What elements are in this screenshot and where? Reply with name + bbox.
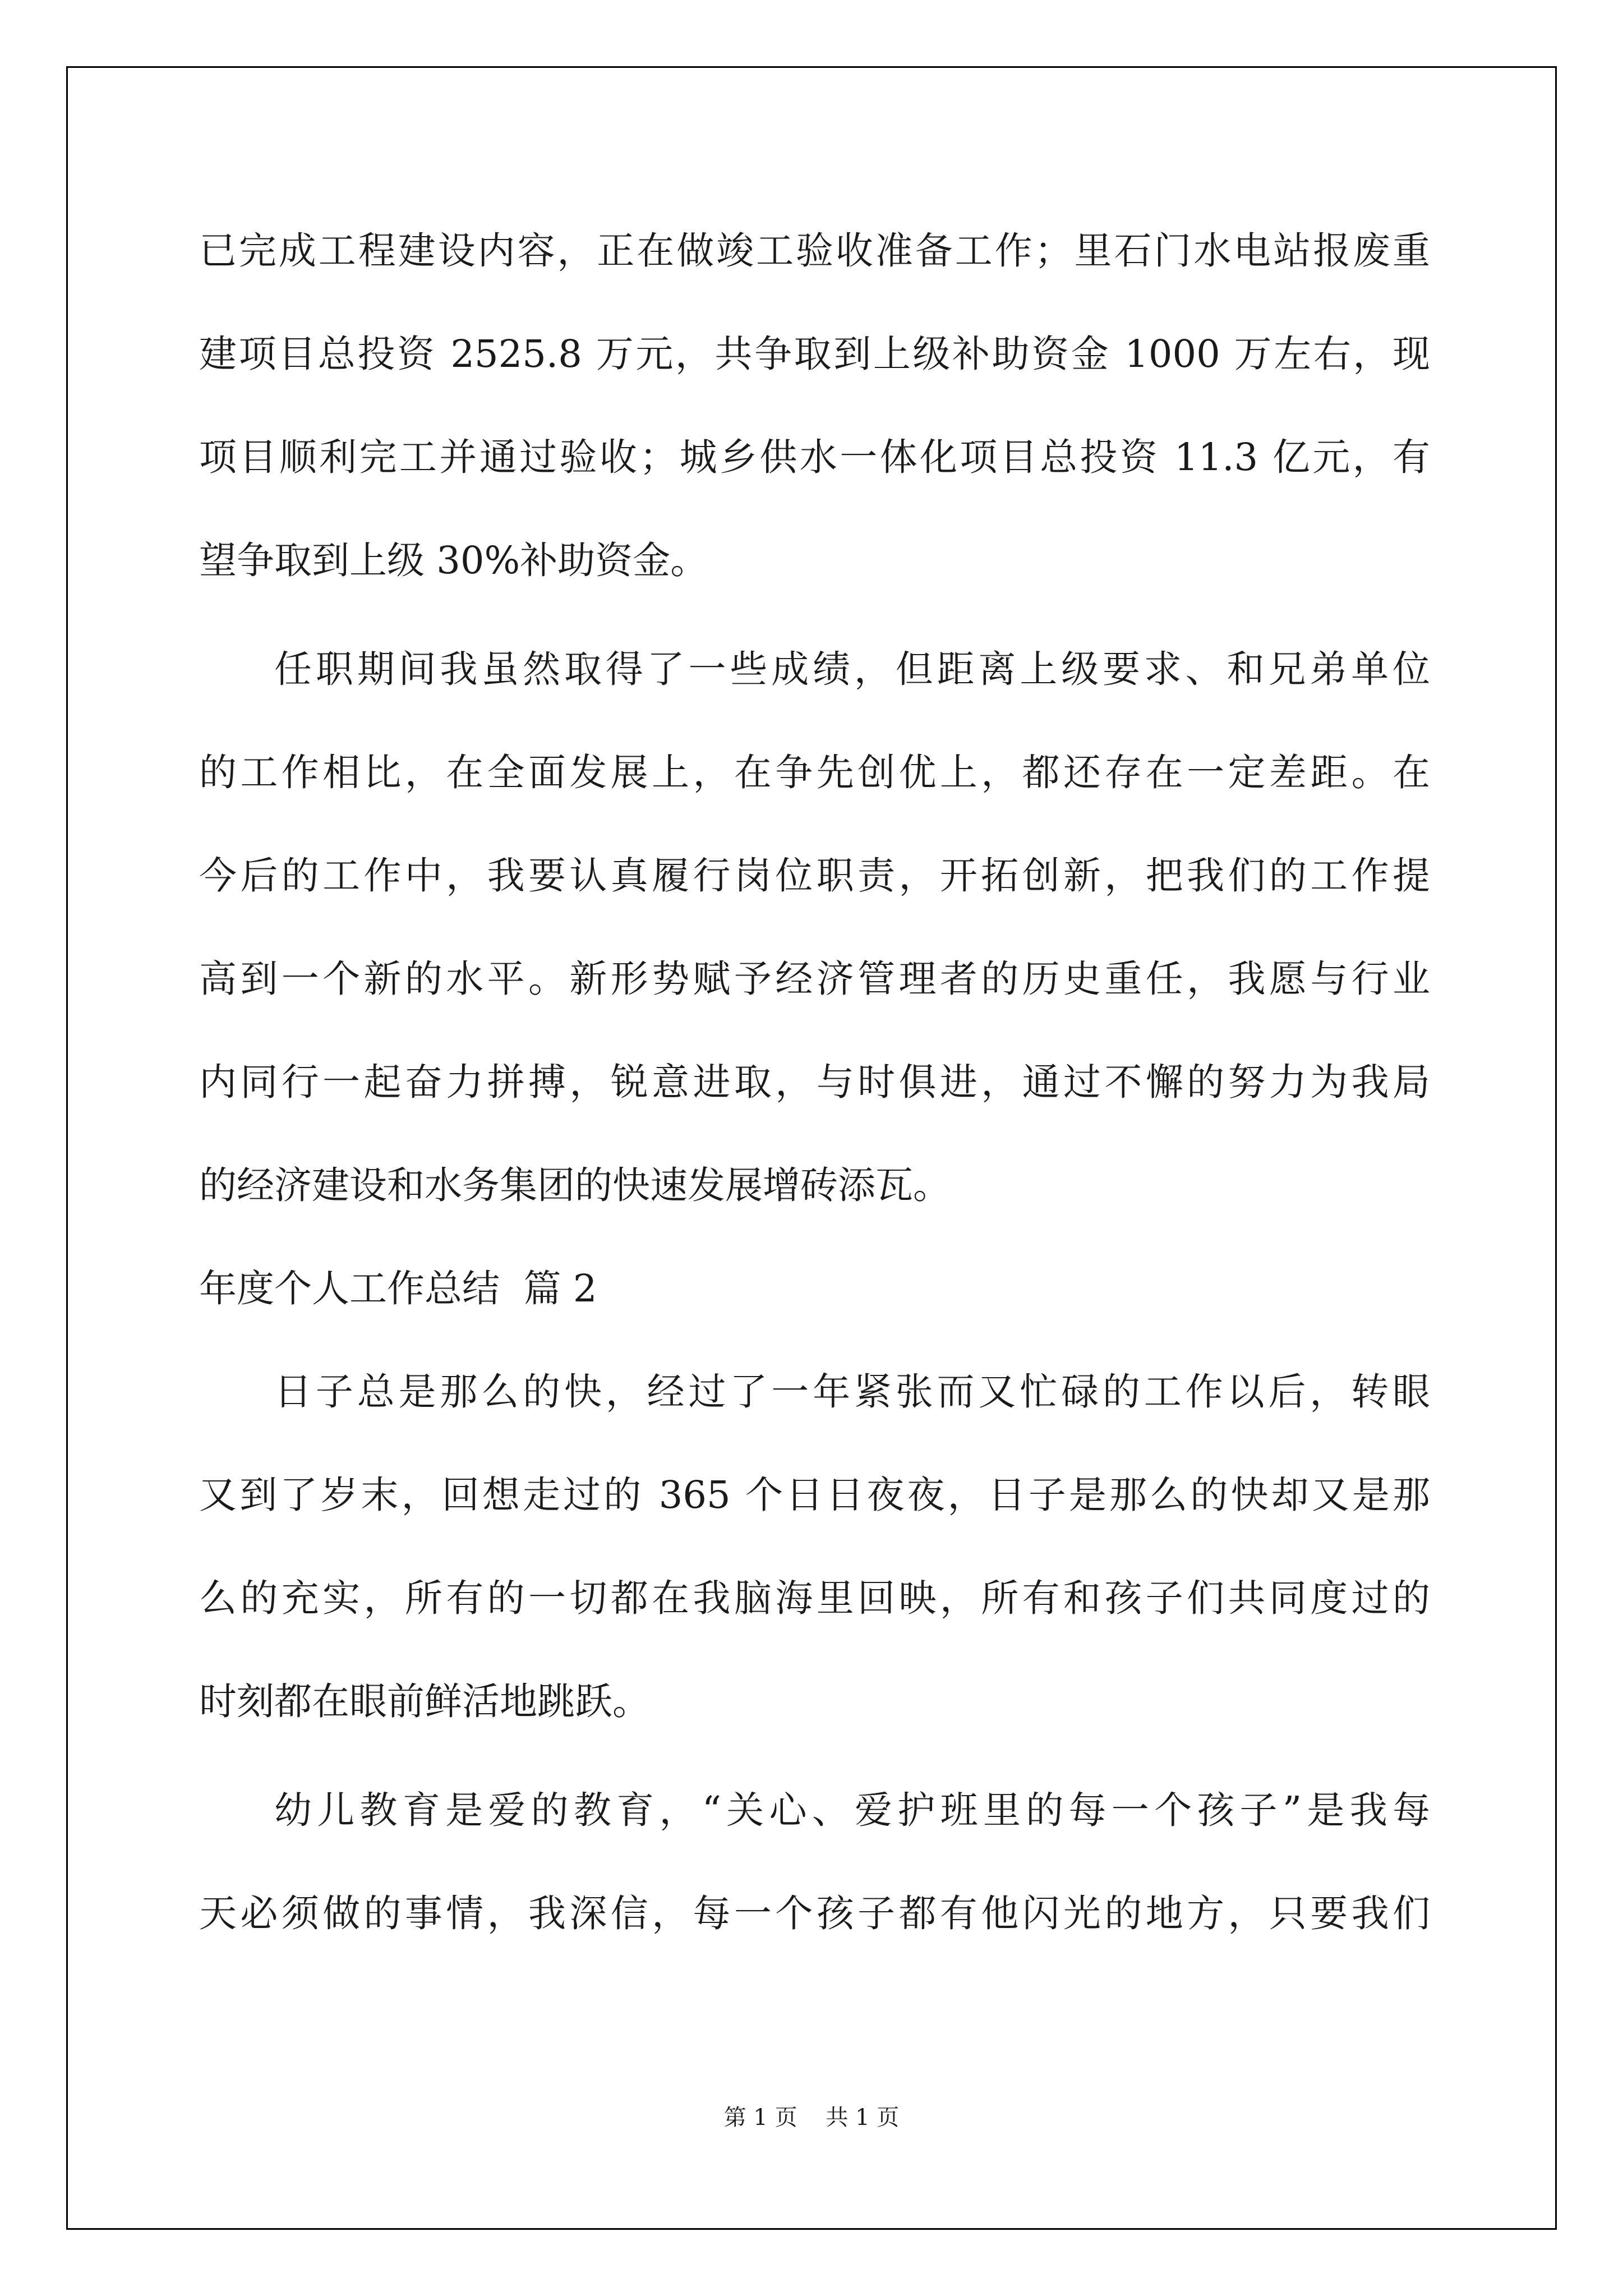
section-heading: 年度个人工作总结 篇 2 bbox=[199, 1267, 597, 1310]
paragraph-1-line-1: 已完成工程建设内容，正在做竣工验收准备工作；里石门水电站报废重 bbox=[199, 229, 1430, 273]
paragraph-1-line-3: 项目顺利完工并通过验收；城乡供水一体化项目总投资 11.3 亿元，有 bbox=[199, 435, 1430, 479]
paragraph-2-line-4: 高到一个新的水平。新形势赋予经济管理者的历史重任，我愿与行业 bbox=[199, 957, 1430, 1001]
paragraph-2-line-5: 内同行一起奋力拼搏，锐意进取，与时俱进，通过不懈的努力为我局 bbox=[199, 1060, 1430, 1104]
paragraph-4-line-2: 天必须做的事情，我深信，每一个孩子都有他闪光的地方，只要我们 bbox=[199, 1892, 1430, 1935]
paragraph-4-line-1: 幼儿教育是爱的教育，“关心、爱护班里的每一个孩子”是我每 bbox=[274, 1788, 1430, 1832]
paragraph-3-line-1: 日子总是那么的快，经过了一年紧张而又忙碌的工作以后，转眼 bbox=[274, 1370, 1430, 1414]
paragraph-1-line-4: 望争取到上级 30%补助资金。 bbox=[199, 539, 708, 582]
paragraph-2-line-6: 的经济建设和水务集团的快速发展增砖添瓦。 bbox=[199, 1163, 951, 1207]
paragraph-3-line-3: 么的充实，所有的一切都在我脑海里回映，所有和孩子们共同度过的 bbox=[199, 1576, 1430, 1620]
paragraph-3-line-4: 时刻都在眼前鲜活地跳跃。 bbox=[199, 1680, 650, 1723]
paragraph-2-line-2: 的工作相比，在全面发展上，在争先创优上，都还存在一定差距。在 bbox=[199, 751, 1430, 794]
paragraph-1-line-2: 建项目总投资 2525.8 万元，共争取到上级补助资金 1000 万左右，现 bbox=[199, 332, 1430, 376]
paragraph-2-line-3: 今后的工作中，我要认真履行岗位职责，开拓创新，把我们的工作提 bbox=[199, 854, 1430, 898]
paragraph-2-line-1: 任职期间我虽然取得了一些成绩，但距离上级要求、和兄弟单位 bbox=[274, 647, 1430, 691]
page-footer: 第 1 页 共 1 页 bbox=[723, 2105, 900, 2131]
paragraph-3-line-2: 又到了岁末，回想走过的 365 个日日夜夜，日子是那么的快却又是那 bbox=[199, 1473, 1430, 1517]
